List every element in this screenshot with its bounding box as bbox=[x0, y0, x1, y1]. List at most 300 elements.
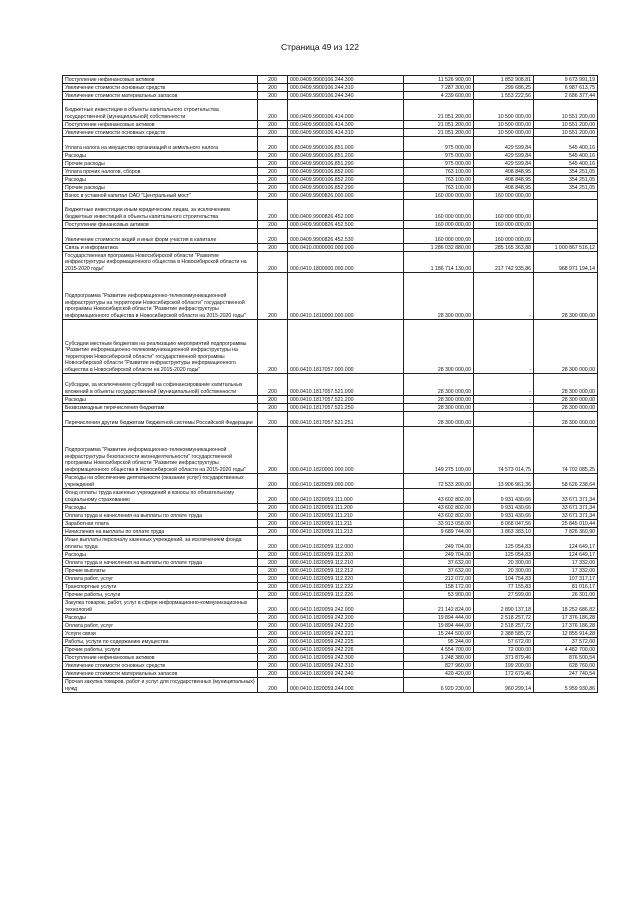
row-code-cell: 200 bbox=[258, 320, 288, 374]
row-plan-cell: 1 286 032 880,00 bbox=[404, 244, 474, 252]
row-exec-cell: - bbox=[474, 320, 534, 374]
row-code-cell: 200 bbox=[258, 396, 288, 404]
row-rest-cell: 74 702 085,25 bbox=[534, 427, 598, 474]
row-exec-cell: 960 299,14 bbox=[474, 678, 534, 693]
row-code-cell: 200 bbox=[258, 528, 288, 536]
row-plan-cell: 37 632,00 bbox=[404, 567, 474, 575]
row-name-cell: Связь и информатика bbox=[63, 244, 258, 252]
row-exec-cell: 429 599,84 bbox=[474, 137, 534, 152]
row-plan-cell: 160 000 000,00 bbox=[404, 192, 474, 200]
table-row bbox=[63, 670, 598, 678]
row-rest-cell: 876 500,54 bbox=[534, 654, 598, 662]
table-row bbox=[63, 92, 598, 100]
row-rest-cell: 1 000 867 516,12 bbox=[534, 244, 598, 252]
row-rest-cell: 107 317,17 bbox=[534, 575, 598, 583]
row-kbk-cell: 000.0409.9900106.244.300 bbox=[288, 76, 404, 84]
row-kbk-cell: 000.0409.9900106.244.340 bbox=[288, 92, 404, 100]
row-kbk-cell: 000.0410.1820059.111.213 bbox=[288, 528, 404, 536]
row-kbk-cell: 000.0410.1820059.242.226 bbox=[288, 646, 404, 654]
row-exec-cell: 20 300,00 bbox=[474, 567, 534, 575]
row-rest-cell: 28 300 000,00 bbox=[534, 412, 598, 427]
row-exec-cell: 2 518 257,72 bbox=[474, 622, 534, 630]
row-plan-cell: 1 186 714 130,00 bbox=[404, 252, 474, 273]
row-code-cell: 200 bbox=[258, 630, 288, 638]
row-exec-cell: 408 848,95 bbox=[474, 168, 534, 176]
row-exec-cell: 408 848,95 bbox=[474, 184, 534, 192]
table-row bbox=[63, 512, 598, 520]
row-name-cell: Поступление нефинансовых активов bbox=[63, 654, 258, 662]
row-plan-cell: 28 300 000,00 bbox=[404, 396, 474, 404]
row-plan-cell: 21 051 200,00 bbox=[404, 100, 474, 121]
row-exec-cell: 8 068 047,56 bbox=[474, 520, 534, 528]
row-plan-cell: 212 072,00 bbox=[404, 575, 474, 583]
row-kbk-cell: 000.0409.9900826.452.530 bbox=[288, 229, 404, 244]
row-kbk-cell: 000.0410.1820059.242.225 bbox=[288, 638, 404, 646]
row-code-cell: 200 bbox=[258, 614, 288, 622]
row-kbk-cell: 000.0410.1820059.112.212 bbox=[288, 567, 404, 575]
row-name-cell: Бюджетные инвестиции иным юридическим лицам, за исключением бюджетных инвестиций в объекты капитального строительства bbox=[63, 200, 258, 221]
row-kbk-cell: 000.0410.1820059.112.210 bbox=[288, 559, 404, 567]
row-exec-cell: - bbox=[474, 374, 534, 396]
row-plan-cell: 43 602 802,00 bbox=[404, 512, 474, 520]
table-row bbox=[63, 200, 598, 221]
row-rest-cell: 545 400,16 bbox=[534, 137, 598, 152]
row-exec-cell: 13 906 961,36 bbox=[474, 474, 534, 489]
table-row bbox=[63, 614, 598, 622]
row-rest-cell: 17 376 186,28 bbox=[534, 622, 598, 630]
row-kbk-cell: 000.0410.1817057.521.251 bbox=[288, 412, 404, 427]
row-code-cell: 200 bbox=[258, 229, 288, 244]
row-name-cell: Оплата труда и начисления на выплаты по оплате труда bbox=[63, 559, 258, 567]
row-plan-cell: 149 275 100,00 bbox=[404, 427, 474, 474]
row-kbk-cell: 000.0410.1820059.112.222 bbox=[288, 583, 404, 591]
row-code-cell: 200 bbox=[258, 129, 288, 137]
row-exec-cell: 74 573 014,75 bbox=[474, 427, 534, 474]
row-exec-cell: 2 890 137,18 bbox=[474, 599, 534, 614]
row-kbk-cell: 000.0409.9900106.851.290 bbox=[288, 160, 404, 168]
row-name-cell: Взнос в уставной капитал ОАО "Центральный мост" bbox=[63, 192, 258, 200]
row-kbk-cell: 000.0410.1820059.111.211 bbox=[288, 520, 404, 528]
row-name-cell: Увеличение стоимости акций и иных форм участия в капитале bbox=[63, 229, 258, 244]
table-row bbox=[63, 320, 598, 374]
row-rest-cell: 2 686 377,44 bbox=[534, 92, 598, 100]
row-exec-cell: 10 500 000,00 bbox=[474, 129, 534, 137]
row-code-cell: 200 bbox=[258, 427, 288, 474]
row-kbk-cell: 000.0409.9900106.852.200 bbox=[288, 176, 404, 184]
row-name-cell: Бюджетные инвестиции в объекты капитального строительства государственной (муниципальной) собственности bbox=[63, 100, 258, 121]
row-kbk-cell: 000.0409.9900106.244.310 bbox=[288, 84, 404, 92]
row-plan-cell: 160 000 000,00 bbox=[404, 221, 474, 229]
row-exec-cell: 408 848,95 bbox=[474, 176, 534, 184]
row-name-cell: Прочая закупка товаров, работ и услуг для государственных (муниципальных) нужд bbox=[63, 678, 258, 693]
row-code-cell: 200 bbox=[258, 622, 288, 630]
row-exec-cell: - bbox=[474, 273, 534, 320]
row-plan-cell: 249 704,00 bbox=[404, 551, 474, 559]
row-plan-cell: 43 602 802,00 bbox=[404, 504, 474, 512]
row-kbk-cell: 000.0410.1820059.242.340 bbox=[288, 670, 404, 678]
row-rest-cell: 354 251,05 bbox=[534, 176, 598, 184]
row-rest-cell: 33 671 371,34 bbox=[534, 504, 598, 512]
row-exec-cell: 299 686,25 bbox=[474, 84, 534, 92]
row-plan-cell: 7 287 300,00 bbox=[404, 84, 474, 92]
row-rest-cell: 124 649,17 bbox=[534, 551, 598, 559]
row-rest-cell bbox=[534, 200, 598, 221]
row-exec-cell: 160 000 000,00 bbox=[474, 229, 534, 244]
row-exec-cell: 199 200,00 bbox=[474, 662, 534, 670]
table-row bbox=[63, 678, 598, 693]
row-code-cell: 200 bbox=[258, 638, 288, 646]
row-exec-cell: - bbox=[474, 412, 534, 427]
row-exec-cell: 2 388 585,72 bbox=[474, 630, 534, 638]
row-code-cell: 200 bbox=[258, 678, 288, 693]
row-plan-cell: 420 420,00 bbox=[404, 670, 474, 678]
row-exec-cell: 9 931 430,66 bbox=[474, 512, 534, 520]
row-kbk-cell: 000.0409.9900106.414.000 bbox=[288, 100, 404, 121]
row-exec-cell: 172 679,46 bbox=[474, 670, 534, 678]
row-name-cell: Начисления на выплаты по оплате труда bbox=[63, 528, 258, 536]
row-exec-cell: 10 500 000,00 bbox=[474, 121, 534, 129]
row-name-cell: Увеличение стоимости основных средств bbox=[63, 662, 258, 670]
row-kbk-cell: 000.0410.1820059.242.000 bbox=[288, 599, 404, 614]
row-rest-cell: 81 016,17 bbox=[534, 583, 598, 591]
row-rest-cell: 12 855 914,28 bbox=[534, 630, 598, 638]
row-exec-cell: 285 165 363,88 bbox=[474, 244, 534, 252]
table-row bbox=[63, 427, 598, 474]
row-plan-cell: 28 300 000,00 bbox=[404, 404, 474, 412]
row-code-cell: 200 bbox=[258, 168, 288, 176]
table-row bbox=[63, 160, 598, 168]
row-code-cell: 200 bbox=[258, 176, 288, 184]
table-row bbox=[63, 121, 598, 129]
row-rest-cell: 124 649,17 bbox=[534, 536, 598, 551]
table-row bbox=[63, 84, 598, 92]
row-plan-cell: 28 300 000,00 bbox=[404, 320, 474, 374]
table-row bbox=[63, 489, 598, 504]
row-name-cell: Субсидии местным бюджетам на реализацию мероприятий подпрограммы "Развитие информационно-телекоммуникационной инфраструктуры на территории Новосибирской области" государственной программы Новосибирской области "Развитие инфраструктуры информационного общества в Новосибирской области на 2015-2020 годы" bbox=[63, 320, 258, 374]
table-row bbox=[63, 654, 598, 662]
budget-execution-table bbox=[62, 75, 598, 693]
row-kbk-cell: 000.0410.1820059.242.220 bbox=[288, 622, 404, 630]
row-exec-cell: - bbox=[474, 404, 534, 412]
row-code-cell: 200 bbox=[258, 504, 288, 512]
row-rest-cell: 7 826 360,90 bbox=[534, 528, 598, 536]
row-code-cell: 200 bbox=[258, 591, 288, 599]
row-exec-cell: 160 000 000,00 bbox=[474, 200, 534, 221]
table-row bbox=[63, 100, 598, 121]
row-name-cell: Прочие расходы bbox=[63, 184, 258, 192]
row-code-cell: 200 bbox=[258, 221, 288, 229]
row-code-cell: 200 bbox=[258, 273, 288, 320]
row-exec-cell: 27 599,00 bbox=[474, 591, 534, 599]
row-exec-cell: 2 518 257,72 bbox=[474, 614, 534, 622]
row-exec-cell: 10 500 000,00 bbox=[474, 100, 534, 121]
row-code-cell: 200 bbox=[258, 152, 288, 160]
row-code-cell: 200 bbox=[258, 536, 288, 551]
row-exec-cell: 9 931 430,66 bbox=[474, 489, 534, 504]
row-kbk-cell: 000.0410.1820059.111.000 bbox=[288, 489, 404, 504]
row-plan-cell: 11 526 900,00 bbox=[404, 76, 474, 84]
row-kbk-cell: 000.0409.9900106.852.000 bbox=[288, 168, 404, 176]
row-rest-cell: 247 740,54 bbox=[534, 670, 598, 678]
row-code-cell: 200 bbox=[258, 137, 288, 152]
row-name-cell: Увеличение стоимости основных средств bbox=[63, 129, 258, 137]
row-code-cell: 200 bbox=[258, 567, 288, 575]
row-code-cell: 200 bbox=[258, 192, 288, 200]
row-kbk-cell: 000.0410.1820059.242.200 bbox=[288, 614, 404, 622]
row-rest-cell: 545 400,16 bbox=[534, 160, 598, 168]
table-row bbox=[63, 273, 598, 320]
row-kbk-cell: 000.0410.1820059.112.200 bbox=[288, 551, 404, 559]
table-row bbox=[63, 396, 598, 404]
row-code-cell: 200 bbox=[258, 474, 288, 489]
row-rest-cell: 354 251,05 bbox=[534, 168, 598, 176]
row-plan-cell: 33 913 058,00 bbox=[404, 520, 474, 528]
row-rest-cell: 33 671 371,34 bbox=[534, 512, 598, 520]
table-row bbox=[63, 184, 598, 192]
row-plan-cell: 6 920 230,00 bbox=[404, 678, 474, 693]
row-rest-cell: 28 300 000,00 bbox=[534, 404, 598, 412]
row-name-cell: Расходы bbox=[63, 152, 258, 160]
row-code-cell: 200 bbox=[258, 184, 288, 192]
row-code-cell: 200 bbox=[258, 412, 288, 427]
table-row bbox=[63, 168, 598, 176]
table-row bbox=[63, 229, 598, 244]
table-row bbox=[63, 474, 598, 489]
table-row bbox=[63, 244, 598, 252]
row-code-cell: 200 bbox=[258, 575, 288, 583]
row-name-cell: Расходы bbox=[63, 396, 258, 404]
row-kbk-cell: 000.0409.9900106.414.300 bbox=[288, 121, 404, 129]
row-kbk-cell: 000.0410.1817057.521.000 bbox=[288, 374, 404, 396]
table-row bbox=[63, 404, 598, 412]
row-exec-cell: 429 599,84 bbox=[474, 152, 534, 160]
row-rest-cell: 26 301,00 bbox=[534, 591, 598, 599]
row-name-cell: Субсидии, за исключением субсидий на софинансирование капитальных вложений в объекты государственной (муниципальной) собственности bbox=[63, 374, 258, 396]
row-rest-cell: 10 551 200,00 bbox=[534, 100, 598, 121]
row-kbk-cell: 000.0410.1820000.000.000 bbox=[288, 427, 404, 474]
row-plan-cell: 37 632,00 bbox=[404, 559, 474, 567]
row-kbk-cell: 000.0410.1820059.244.000 bbox=[288, 678, 404, 693]
row-kbk-cell: 000.0410.1800000.000.000 bbox=[288, 252, 404, 273]
row-rest-cell: 4 482 700,00 bbox=[534, 646, 598, 654]
row-plan-cell: 28 300 000,00 bbox=[404, 273, 474, 320]
row-plan-cell: 160 000 000,00 bbox=[404, 229, 474, 244]
row-rest-cell: 28 300 000,00 bbox=[534, 273, 598, 320]
row-plan-cell: 763 100,00 bbox=[404, 176, 474, 184]
row-code-cell: 200 bbox=[258, 559, 288, 567]
table-row bbox=[63, 646, 598, 654]
table-row bbox=[63, 412, 598, 427]
row-name-cell: Работы, услуги по содержанию имущества bbox=[63, 638, 258, 646]
row-exec-cell: 371 879,46 bbox=[474, 654, 534, 662]
row-plan-cell: 827 960,00 bbox=[404, 662, 474, 670]
page-number-header: Страница 49 из 122 bbox=[281, 42, 359, 52]
row-kbk-cell: 000.0410.1817057.000.000 bbox=[288, 320, 404, 374]
row-plan-cell: 21 051 200,00 bbox=[404, 121, 474, 129]
row-plan-cell: 43 602 802,00 bbox=[404, 489, 474, 504]
row-name-cell: Прочие выплаты bbox=[63, 567, 258, 575]
row-rest-cell: 354 251,05 bbox=[534, 184, 598, 192]
table-row bbox=[63, 536, 598, 551]
row-name-cell: Прочие работы, услуги bbox=[63, 591, 258, 599]
table-row bbox=[63, 520, 598, 528]
row-plan-cell: 15 244 500,00 bbox=[404, 630, 474, 638]
row-code-cell: 200 bbox=[258, 599, 288, 614]
row-code-cell: 200 bbox=[258, 252, 288, 273]
table-row bbox=[63, 137, 598, 152]
row-kbk-cell: 000.0410.1820059.242.221 bbox=[288, 630, 404, 638]
row-code-cell: 200 bbox=[258, 489, 288, 504]
row-kbk-cell: 000.0410.1820059.112.220 bbox=[288, 575, 404, 583]
row-name-cell: Расходы bbox=[63, 614, 258, 622]
row-name-cell: Поступление нефинансовых активов bbox=[63, 121, 258, 129]
row-exec-cell: 104 754,83 bbox=[474, 575, 534, 583]
row-kbk-cell: 000.0410.1820059.242.300 bbox=[288, 654, 404, 662]
row-name-cell: Прочие расходы bbox=[63, 160, 258, 168]
row-rest-cell: 17 376 186,28 bbox=[534, 614, 598, 622]
row-name-cell: Расходы bbox=[63, 551, 258, 559]
row-name-cell: Безвозмездные перечисления бюджетам bbox=[63, 404, 258, 412]
table-row bbox=[63, 551, 598, 559]
row-kbk-cell: 000.0409.9900106.851.200 bbox=[288, 152, 404, 160]
row-rest-cell: 17 332,00 bbox=[534, 567, 598, 575]
table-row bbox=[63, 504, 598, 512]
row-code-cell: 200 bbox=[258, 100, 288, 121]
table-row bbox=[63, 630, 598, 638]
row-plan-cell: 160 000 000,00 bbox=[404, 200, 474, 221]
row-plan-cell: 249 704,00 bbox=[404, 536, 474, 551]
row-code-cell: 200 bbox=[258, 551, 288, 559]
table-row bbox=[63, 221, 598, 229]
row-exec-cell: 429 599,84 bbox=[474, 160, 534, 168]
row-plan-cell: 19 894 444,00 bbox=[404, 614, 474, 622]
row-code-cell: 200 bbox=[258, 374, 288, 396]
row-code-cell: 200 bbox=[258, 244, 288, 252]
row-rest-cell: 17 332,00 bbox=[534, 559, 598, 567]
row-kbk-cell: 000.0410.1817057.521.200 bbox=[288, 396, 404, 404]
row-plan-cell: 763 100,00 bbox=[404, 184, 474, 192]
table-row bbox=[63, 591, 598, 599]
row-name-cell: Заработная плата bbox=[63, 520, 258, 528]
row-plan-cell: 158 172,00 bbox=[404, 583, 474, 591]
row-name-cell: Увеличение стоимости материальных запасов bbox=[63, 670, 258, 678]
row-rest-cell: 5 959 930,86 bbox=[534, 678, 598, 693]
table-row bbox=[63, 192, 598, 200]
row-code-cell: 200 bbox=[258, 404, 288, 412]
table-row bbox=[63, 528, 598, 536]
table-row bbox=[63, 622, 598, 630]
row-code-cell: 200 bbox=[258, 160, 288, 168]
row-kbk-cell: 000.0410.1820059.112.226 bbox=[288, 591, 404, 599]
row-exec-cell: 1 863 383,10 bbox=[474, 528, 534, 536]
table-row bbox=[63, 152, 598, 160]
row-plan-cell: 763 100,00 bbox=[404, 168, 474, 176]
row-name-cell: Подпрограмма "Развитие информационно-телекоммуникационной инфраструктуры на территории Новосибирской области" государственной программы Новосибирской области "Развитие инфраструктуры информационного общества в Новосибирской области на 2015-2020 годы" bbox=[63, 273, 258, 320]
row-exec-cell: 125 054,83 bbox=[474, 536, 534, 551]
row-name-cell: Поступление нефинансовых активов bbox=[63, 76, 258, 84]
row-exec-cell: 77 155,83 bbox=[474, 583, 534, 591]
row-name-cell: Расходы на обеспечение деятельности (оказание услуг) государственных учреждений bbox=[63, 474, 258, 489]
row-name-cell: Подпрограмма "Развитие информационно-телекоммуникационной инфраструктуры безопасности жизнедеятельности" государственной программы Новосибирской области "Развитие инфраструктуры информационного общества в Новосибирской области на 2015-2020 годы" bbox=[63, 427, 258, 474]
row-code-cell: 200 bbox=[258, 200, 288, 221]
row-name-cell: Оплата труда и начисления на выплаты по оплате труда bbox=[63, 512, 258, 520]
row-rest-cell: 28 300 000,00 bbox=[534, 396, 598, 404]
row-kbk-cell: 000.0409.9900106.414.310 bbox=[288, 129, 404, 137]
table-row bbox=[63, 567, 598, 575]
row-rest-cell: 968 971 194,14 bbox=[534, 252, 598, 273]
row-name-cell: Услуги связи bbox=[63, 630, 258, 638]
row-plan-cell: 975 000,00 bbox=[404, 137, 474, 152]
row-rest-cell: 25 845 010,44 bbox=[534, 520, 598, 528]
row-rest-cell: 33 671 371,34 bbox=[534, 489, 598, 504]
table-row bbox=[63, 252, 598, 273]
row-rest-cell bbox=[534, 192, 598, 200]
table-row bbox=[63, 559, 598, 567]
row-name-cell: Иные выплаты персоналу казенных учреждений, за исключением фонда оплаты труда bbox=[63, 536, 258, 551]
row-name-cell: Уплата налога на имущество организаций и земельного налога bbox=[63, 137, 258, 152]
row-exec-cell: 160 000 000,00 bbox=[474, 221, 534, 229]
table-row bbox=[63, 129, 598, 137]
row-plan-cell: 21 142 824,00 bbox=[404, 599, 474, 614]
row-exec-cell: 1 553 222,56 bbox=[474, 92, 534, 100]
row-name-cell: Оплата работ, услуг bbox=[63, 622, 258, 630]
row-rest-cell: 10 551 200,00 bbox=[534, 129, 598, 137]
row-rest-cell: 628 760,00 bbox=[534, 662, 598, 670]
row-kbk-cell: 000.0410.1820059.000.000 bbox=[288, 474, 404, 489]
row-rest-cell: 37 572,00 bbox=[534, 638, 598, 646]
row-name-cell: Поступление финансовых активов bbox=[63, 221, 258, 229]
row-kbk-cell: 000.0409.9900826.452.500 bbox=[288, 221, 404, 229]
row-name-cell: Транспортные услуги bbox=[63, 583, 258, 591]
row-kbk-cell: 000.0410.1820059.242.310 bbox=[288, 662, 404, 670]
row-plan-cell: 28 300 000,00 bbox=[404, 374, 474, 396]
table-body bbox=[63, 76, 598, 693]
row-kbk-cell: 000.0410.1820059.111.200 bbox=[288, 504, 404, 512]
row-name-cell: Увеличение стоимости материальных запасов bbox=[63, 92, 258, 100]
row-kbk-cell: 000.0410.1817057.521.250 bbox=[288, 404, 404, 412]
row-exec-cell: 57 672,00 bbox=[474, 638, 534, 646]
row-code-cell: 200 bbox=[258, 654, 288, 662]
row-code-cell: 200 bbox=[258, 583, 288, 591]
row-kbk-cell: 000.0409.9900106.852.290 bbox=[288, 184, 404, 192]
row-code-cell: 200 bbox=[258, 121, 288, 129]
row-name-cell: Фонд оплаты труда казенных учреждений и взносы по обязательному социальному страхованию bbox=[63, 489, 258, 504]
table-row bbox=[63, 176, 598, 184]
row-plan-cell: 53 900,00 bbox=[404, 591, 474, 599]
row-rest-cell: 6 987 613,75 bbox=[534, 84, 598, 92]
row-plan-cell: 975 000,00 bbox=[404, 160, 474, 168]
row-plan-cell: 19 894 444,00 bbox=[404, 622, 474, 630]
row-rest-cell bbox=[534, 229, 598, 244]
row-code-cell: 200 bbox=[258, 92, 288, 100]
row-name-cell: Прочие работы, услуги bbox=[63, 646, 258, 654]
row-name-cell: Закупка товаров, работ, услуг в сфере информационно-коммуникационных технологий bbox=[63, 599, 258, 614]
row-exec-cell: 160 000 000,00 bbox=[474, 192, 534, 200]
row-exec-cell: 1 852 908,81 bbox=[474, 76, 534, 84]
row-code-cell: 200 bbox=[258, 646, 288, 654]
row-exec-cell: 125 054,83 bbox=[474, 551, 534, 559]
row-exec-cell: 9 931 430,66 bbox=[474, 504, 534, 512]
row-exec-cell: 217 742 935,86 bbox=[474, 252, 534, 273]
row-name-cell: Расходы bbox=[63, 504, 258, 512]
row-code-cell: 200 bbox=[258, 512, 288, 520]
row-plan-cell: 4 239 600,00 bbox=[404, 92, 474, 100]
row-name-cell: Оплата работ, услуг bbox=[63, 575, 258, 583]
row-plan-cell: 28 300 000,00 bbox=[404, 412, 474, 427]
row-exec-cell: 72 000,00 bbox=[474, 646, 534, 654]
row-code-cell: 200 bbox=[258, 662, 288, 670]
row-kbk-cell: 000.0410.0000000.000.000 bbox=[288, 244, 404, 252]
